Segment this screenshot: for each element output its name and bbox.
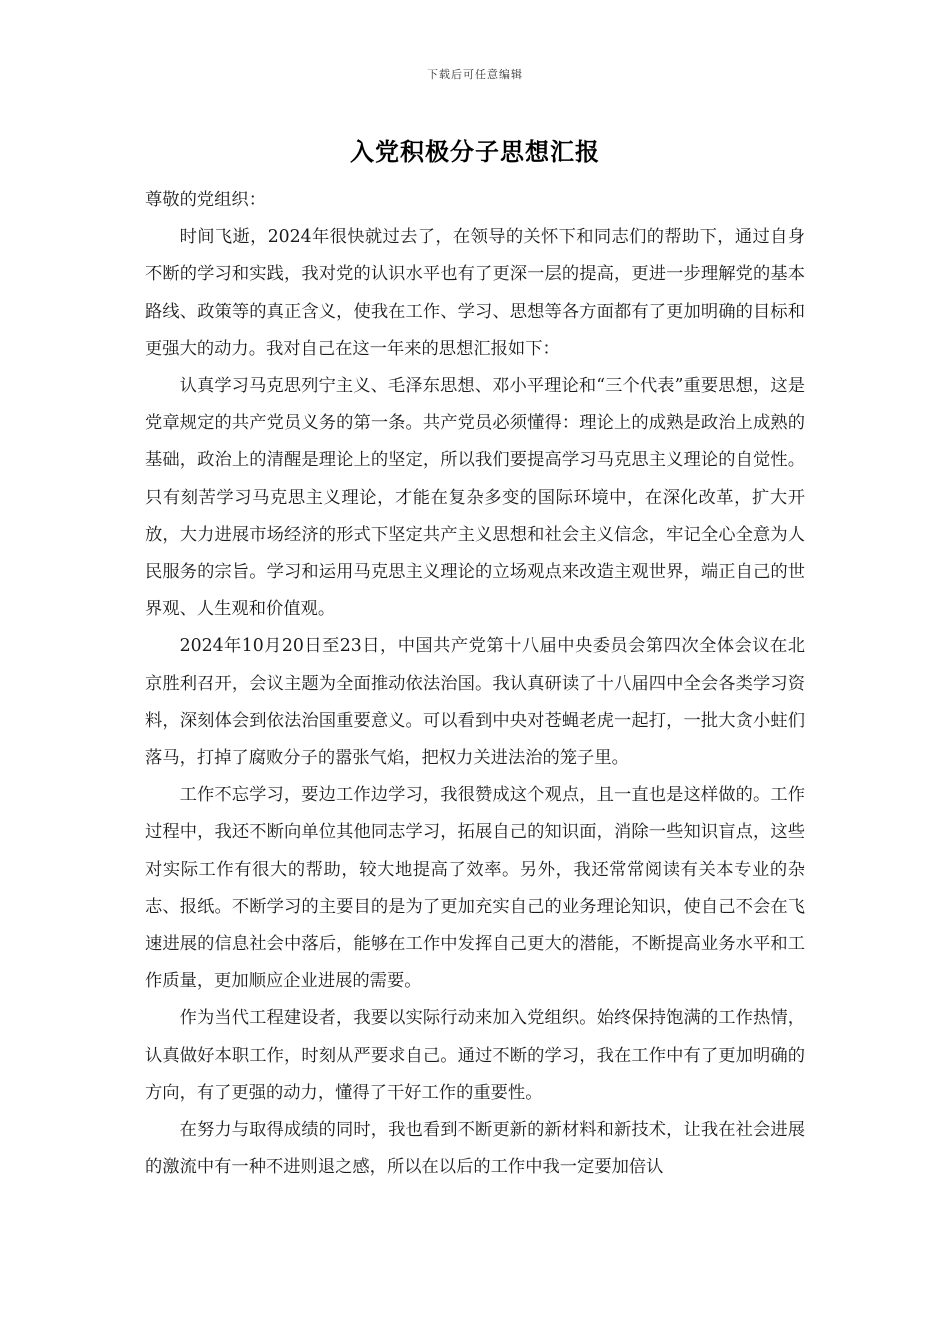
paragraph-5: 作为当代工程建设者，我要以实际行动来加入党组织。始终保持饱满的工作热情，认真做好本职工作，时刻从严要求自己。通过不断的学习，我在工作中有了更加明确的方向，有了更强的动力，懂得了干好工作的重要性。 <box>145 1008 805 1103</box>
salutation: 尊敬的党组织： <box>145 190 266 210</box>
paragraph-6: 在努力与取得成绩的同时，我也看到不断更新的新材料和新技术，让我在社会进展的激流中有一种不进则退之感，所以在以后的工作中我一定要加倍认 <box>145 1120 805 1178</box>
paragraph-1: 时间飞逝，2024年很快就过去了，在领导的关怀下和同志们的帮助下，通过自身不断的学习和实践，我对党的认识水平也有了更深一层的提高，更进一步理解党的基本路线、政策等的真正含义，使我在工作、学习、思想等各方面都有了更加明确的目标和更强大的动力。我对自己在这一年来的思想汇报如下： <box>145 227 805 359</box>
document-body <box>145 182 805 1186</box>
paragraph-3: 2024年10月20日至23日，中国共产党第十八届中央委员会第四次全体会议在北京胜利召开，会议主题为全面推动依法治国。我认真研读了十八届四中全会各类学习资料，深刻体会到依法治国重要意义。可以看到中央对苍蝇老虎一起打，一批大贪小蛀们落马，打掉了腐败分子的嚣张气焰，把权力关进法治的笼子里。 <box>145 636 805 769</box>
header-note: 下载后可任意编辑 <box>427 68 523 81</box>
paragraph-2: 认真学习马克思列宁主义、毛泽东思想、邓小平理论和“三个代表”重要思想，这是党章规定的共产党员义务的第一条。共产党员必须懂得：理论上的成熟是政治上成熟的基础，政治上的清醒是理论上的坚定，所以我们要提高学习马克思主义理论的自觉性。只有刻苦学习马克思主义理论，才能在复杂多变的国际环境中，在深化改革，扩大开放，大力进展市场经济的形式下坚定共产主义思想和社会主义信念，牢记全心全意为人民服务的宗旨。学习和运用马克思主义理论的立场观点来改造主观世界，端正自己的世界观、人生观和价值观。 <box>145 376 805 620</box>
paragraph-4: 工作不忘学习，要边工作边学习，我很赞成这个观点，且一直也是这样做的。工作过程中，我还不断向单位其他同志学习，拓展自己的知识面，消除一些知识盲点，这些对实际工作有很大的帮助，较大地提高了效率。另外，我还常常阅读有关本专业的杂志、报纸。不断学习的主要目的是为了更加充实自己的业务理论知识，使自己不会在飞速进展的信息社会中落后，能够在工作中发挥自己更大的潜能，不断提高业务水平和工作质量，更加顺应企业进展的需要。 <box>145 785 805 992</box>
document-title: 入党积极分子思想汇报 <box>350 137 600 166</box>
